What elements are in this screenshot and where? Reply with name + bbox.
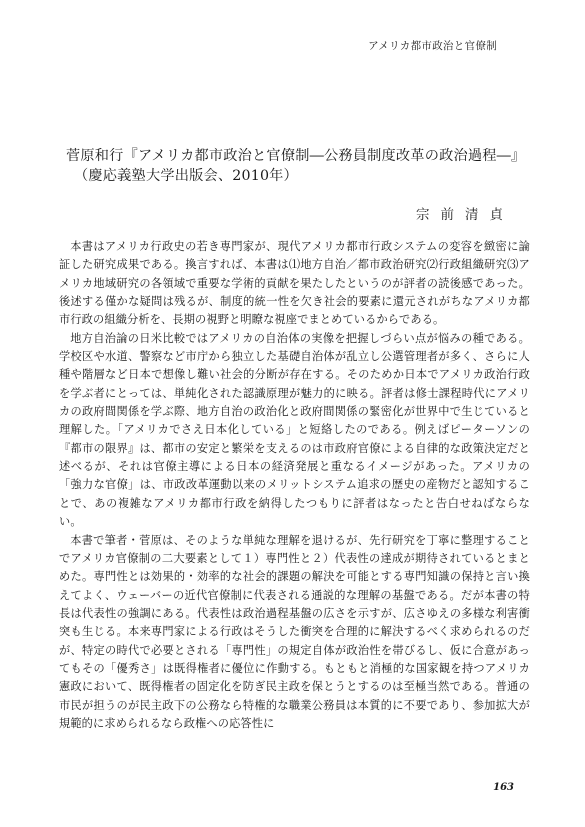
reviewer-name: 宗前清貞 [416,207,514,223]
publisher-info: （慶応義塾大学出版会、2010年） [74,168,298,184]
book-title: 菅原和行『アメリカ都市政治と官僚制―公務員制度改革の政治過程―』 [66,148,526,164]
paragraph-2: 地方自治論の日米比較ではアメリカの自治体の実像を把握しづらい点が悩みの種である。学校区や水道、警察など市庁から独立した基礎自治体が乱立し公選管理者が多く、さらに人種や階層など日本で想像し難い社会的分断が存在する。そのためか日本でアメリカ政治行政を学ぶ者にとっては、単純化された認識原理が魅力的に映る。評者は修士課程時代にアメリカの政府間関係を学ぶ際、地方自治の政治化と政府間関係の緊密化が世界中で生じていると理解した。「アメリカでさえ日本化している」と短絡したのである。例えばピーターソンの『都市の限界』は、都市の安定と繁栄を支えるのは市政府官僚による自律的な政策決定だと述べるが、それは官僚主導による日本の経済発展と重なるイメージがあった。アメリカの「強力な官僚」は、市政改革運動以来のメリットシステム追求の歴史の産物だと認知することで、あの複雑なアメリカ都市行政を納得したつもりに評者はなったと告白せねばならない。 [59,331,530,529]
paragraph-3: 本書で筆者・菅原は、そのような単純な理解を退けるが、先行研究を丁寧に整理することでアメリカ官僚制の二大要素として１）専門性と２）代表性の達成が期待されているとまとめた。専門性とは効果的・効率的な社会的課題の解決を可能とする専門知識の保持と言い換えてよく、ウェーバーの近代官僚制に代表される通説的な理解の基盤である。だが本書の特長は代表性の強調にある。代表性は政治過程基盤の広さを示すが、広さゆえの多様な利害衝突も生じる。本来専門家による行政はそうした衝突を合理的に解決するべく求められるのだが、特定の時代で必要とされる「専門性」の規定自体が政治性を帯びるし、仮に合意があってもその「優秀さ」は既得権者に優位に作動する。もともと消極的な国家観を持つアメリカ憲政において、既得権者の固定化を防ぎ民主政を保とうとするのは至極当然である。普通の市民が担うのが民主政下の公務なら特権的な職業公務員は本質的に不要であり、参加拡大が規範的に求められるなら政権への応答性に [59,533,530,730]
review-title-block [66,146,536,186]
page-number: 163 [493,782,514,793]
paragraph-1: 本書はアメリカ行政史の若き専門家が、現代アメリカ都市行政システムの変容を緻密に論証した研究成果である。換言すれば、本書は⑴地方自治／都市政治研究⑵行政組織研究⑶アメリカ地域研究の各領域で重要な学術的貢献を果たしたというのが評者の読後感であった。後述する僅かな疑問は残るが、制度的統一性を欠き社会的要素に還元されがちなアメリカ都市行政の組織分析を、長期の視野と明瞭な視座でまとめているからである。 [59,240,530,327]
running-head: アメリカ都市政治と官僚制 [368,40,497,52]
review-body [59,238,530,733]
